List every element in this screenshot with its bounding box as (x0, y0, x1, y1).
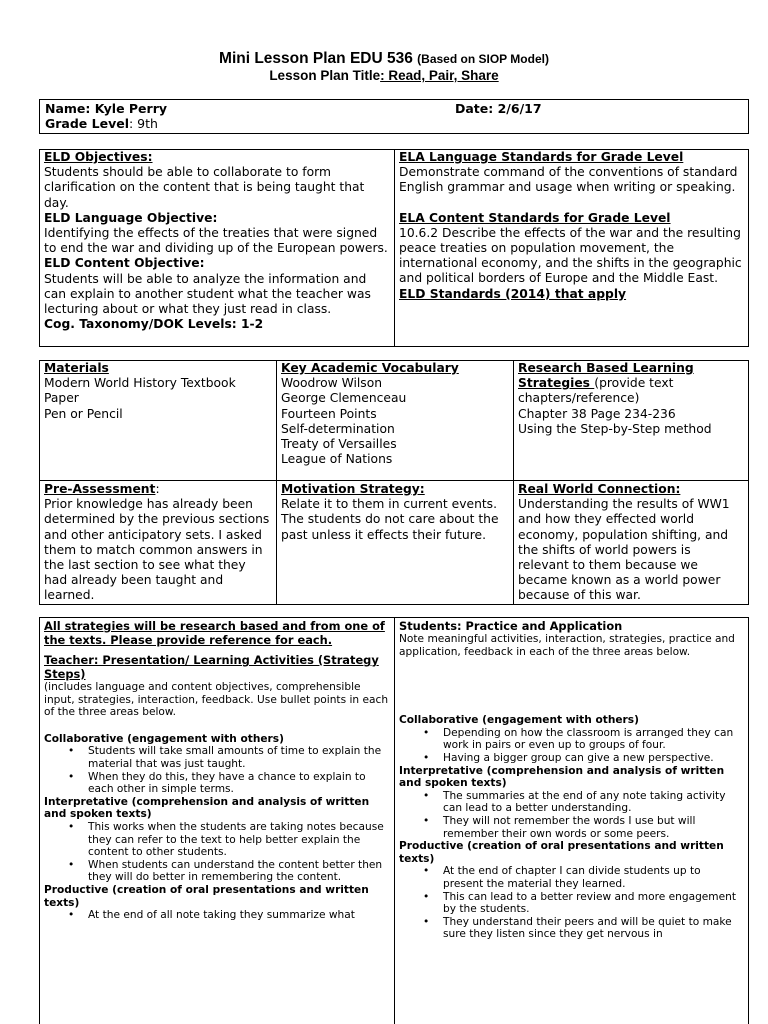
students-heading: Students: Practice and Application (399, 619, 623, 633)
research-heading-line2: Strategies (518, 376, 595, 391)
vocabulary-item: Fourteen Points (281, 406, 377, 421)
dok-levels: Cog. Taxonomy/DOK Levels: 1-2 (44, 317, 264, 332)
title-main: Mini Lesson Plan EDU 536 (219, 50, 413, 67)
teacher-collaborative-heading: Collaborative (engagement with others) (44, 732, 284, 745)
ela-language-text: Demonstrate command of the conventions of standard English grammar and usage when writing or speaking. (399, 165, 738, 195)
grade-level-value: : 9th (129, 116, 158, 131)
research-method: Using the Step-by-Step method (518, 421, 712, 436)
pre-assessment-text: Prior knowledge has already been determined by the previous sections and other anticipatory sets. I asked them to match common answers in the last section to see what they had already been taught and learned. (44, 497, 270, 603)
students-practice-cell (394, 618, 749, 1024)
motivation-heading: Motivation Strategy: (281, 482, 425, 496)
vocabulary-heading: Key Academic Vocabulary (281, 361, 459, 375)
strategies-intro: All strategies will be research based and from one of the texts. Please provide reference for each. (44, 619, 385, 647)
eld-content-objective-heading: ELD Content Objective: (44, 256, 205, 271)
teacher-name: Name: Kyle Perry (45, 101, 168, 116)
students-interpretative-heading: Interpretative (comprehension and analysis of written and spoken texts) (399, 764, 725, 790)
eld-language-objective-text: Identifying the effects of the treaties that were signed to end the war and dividing up of the European powers. (44, 226, 388, 256)
students-productive-item: • This can lead to a better review and more engagement by the students. (443, 891, 744, 916)
vocabulary-item: Self-determination (281, 421, 395, 436)
lesson-title-value: : Read, Pair, Share (380, 68, 499, 83)
teacher-collaborative-item: • Students will take small amounts of time to explain the material that was just taught. (88, 745, 389, 770)
eld-objectives-cell (39, 149, 394, 347)
motivation-cell (276, 481, 513, 605)
students-productive-item: • At the end of chapter I can divide students up to present the material they learned. (443, 865, 744, 890)
vocabulary-item: Woodrow Wilson (281, 376, 383, 391)
material-item: Modern World History Textbook (44, 376, 236, 391)
research-strategies-cell (513, 360, 749, 480)
title-model: (Based on SIOP Model) (417, 52, 549, 66)
vocabulary-cell (276, 360, 513, 480)
eld-standards-heading: ELD Standards (2014) that apply (399, 286, 627, 301)
research-heading-rest: (provide text chapters/reference) (518, 376, 674, 406)
pre-assessment-cell: Pre-Assessment: Prior knowledge has already been determined by the previous sections and other anticipatory sets. I asked them to match common answers in the last section to see what they had already been taught and learned. (44, 482, 270, 603)
teacher-productive-heading: Productive (creation of oral presentations and written texts) (44, 883, 369, 909)
research-heading-line1: Research Based Learning (518, 361, 694, 375)
real-world-heading: Real World Connection: (518, 482, 681, 496)
teacher-info-box (39, 99, 749, 134)
eld-objectives-heading: ELD Objectives: (44, 150, 153, 164)
teacher-heading: Teacher: Presentation/ Learning Activities (Strategy Steps) (44, 653, 379, 681)
students-collaborative-heading: Collaborative (engagement with others) (399, 714, 639, 727)
eld-content-objective-text: Students will be able to analyze the information and can explain to another student what the teacher was lecturing about or what they just read in class. (44, 271, 371, 317)
motivation-text: Relate it to them in current events. The students do not care about the past unless it effects their future. (281, 497, 499, 542)
vocabulary-item: League of Nations (281, 452, 393, 467)
students-collaborative-item: • Having a bigger group can give a new perspective. (443, 752, 744, 765)
students-instructions: Note meaningful activities, interaction, strategies, practice and application, feedback in each of the three areas below. (399, 633, 735, 658)
eld-language-objective-heading: ELD Language Objective: (44, 210, 218, 225)
vocabulary-item: George Clemenceau (281, 391, 407, 406)
students-productive-heading: Productive (creation of oral presentations and written texts) (399, 840, 724, 865)
lesson-date: Date: 2/6/17 (455, 101, 542, 116)
eld-objectives-text: Students should be able to collaborate to form clarification on the content that is being taught that day. (44, 165, 365, 210)
lesson-plan-title (0, 68, 768, 83)
students-interpretative-item: • They will not remember the words I use but will remember their own words or some peers. (443, 815, 744, 840)
teacher-productive-item: • At the end of all note taking they summarize what (88, 909, 389, 922)
vocabulary-item: Treaty of Versailles (281, 437, 397, 452)
materials-heading: Materials (44, 361, 109, 375)
grade-level-label: Grade Level (45, 116, 129, 131)
ela-standards-cell (394, 149, 749, 347)
real-world-cell (513, 481, 749, 605)
lesson-title-label: Lesson Plan Title (269, 68, 381, 83)
teacher-interpretative-heading: Interpretative (comprehension and analysis of written and spoken texts) (44, 795, 370, 821)
ela-language-heading: ELA Language Standards for Grade Level (399, 150, 684, 164)
research-chapter: Chapter 38 Page 234-236 (518, 406, 676, 421)
teacher-instructions: (includes language and content objectives, comprehensible input, strategies, interaction, feedback. Use bullet points in each of the three areas below. (44, 681, 389, 719)
teacher-collaborative-item: • When they do this, they have a chance to explain to each other in simple terms. (88, 771, 389, 796)
teacher-activities-cell (39, 618, 394, 1024)
students-productive-item: • They understand their peers and will be quiet to make sure they listen since they get nervous in (443, 916, 744, 941)
real-world-text: Understanding the results of WW1 and how they effected world economy, population shifting, and the shifts of world powers is relevant to them because we became known as a world power because of this war. (518, 497, 730, 603)
pre-assessment-heading: Pre-Assessment (44, 482, 156, 496)
ela-content-text: 10.6.2 Describe the effects of the war and the resulting peace treaties on population movement, the international economy, and the shifts in the geographic and political borders of Europe and the Middle East. (399, 225, 742, 286)
teacher-interpretative-item: • When students can understand the content better then they will do better in remembering the content. (88, 859, 389, 884)
students-collaborative-item: • Depending on how the classroom is arranged they can work in pairs or even up to groups of four. (443, 727, 744, 752)
materials-cell (39, 360, 276, 480)
document-title (0, 50, 768, 68)
material-item: Paper (44, 391, 79, 406)
teacher-interpretative-item: • This works when the students are taking notes because they can refer to the text to help better explain the content to other students. (88, 821, 389, 859)
material-item: Pen or Pencil (44, 406, 123, 421)
students-interpretative-item: • The summaries at the end of any note taking activity can lead to a better understanding. (443, 790, 744, 815)
ela-content-heading: ELA Content Standards for Grade Level (399, 210, 671, 225)
